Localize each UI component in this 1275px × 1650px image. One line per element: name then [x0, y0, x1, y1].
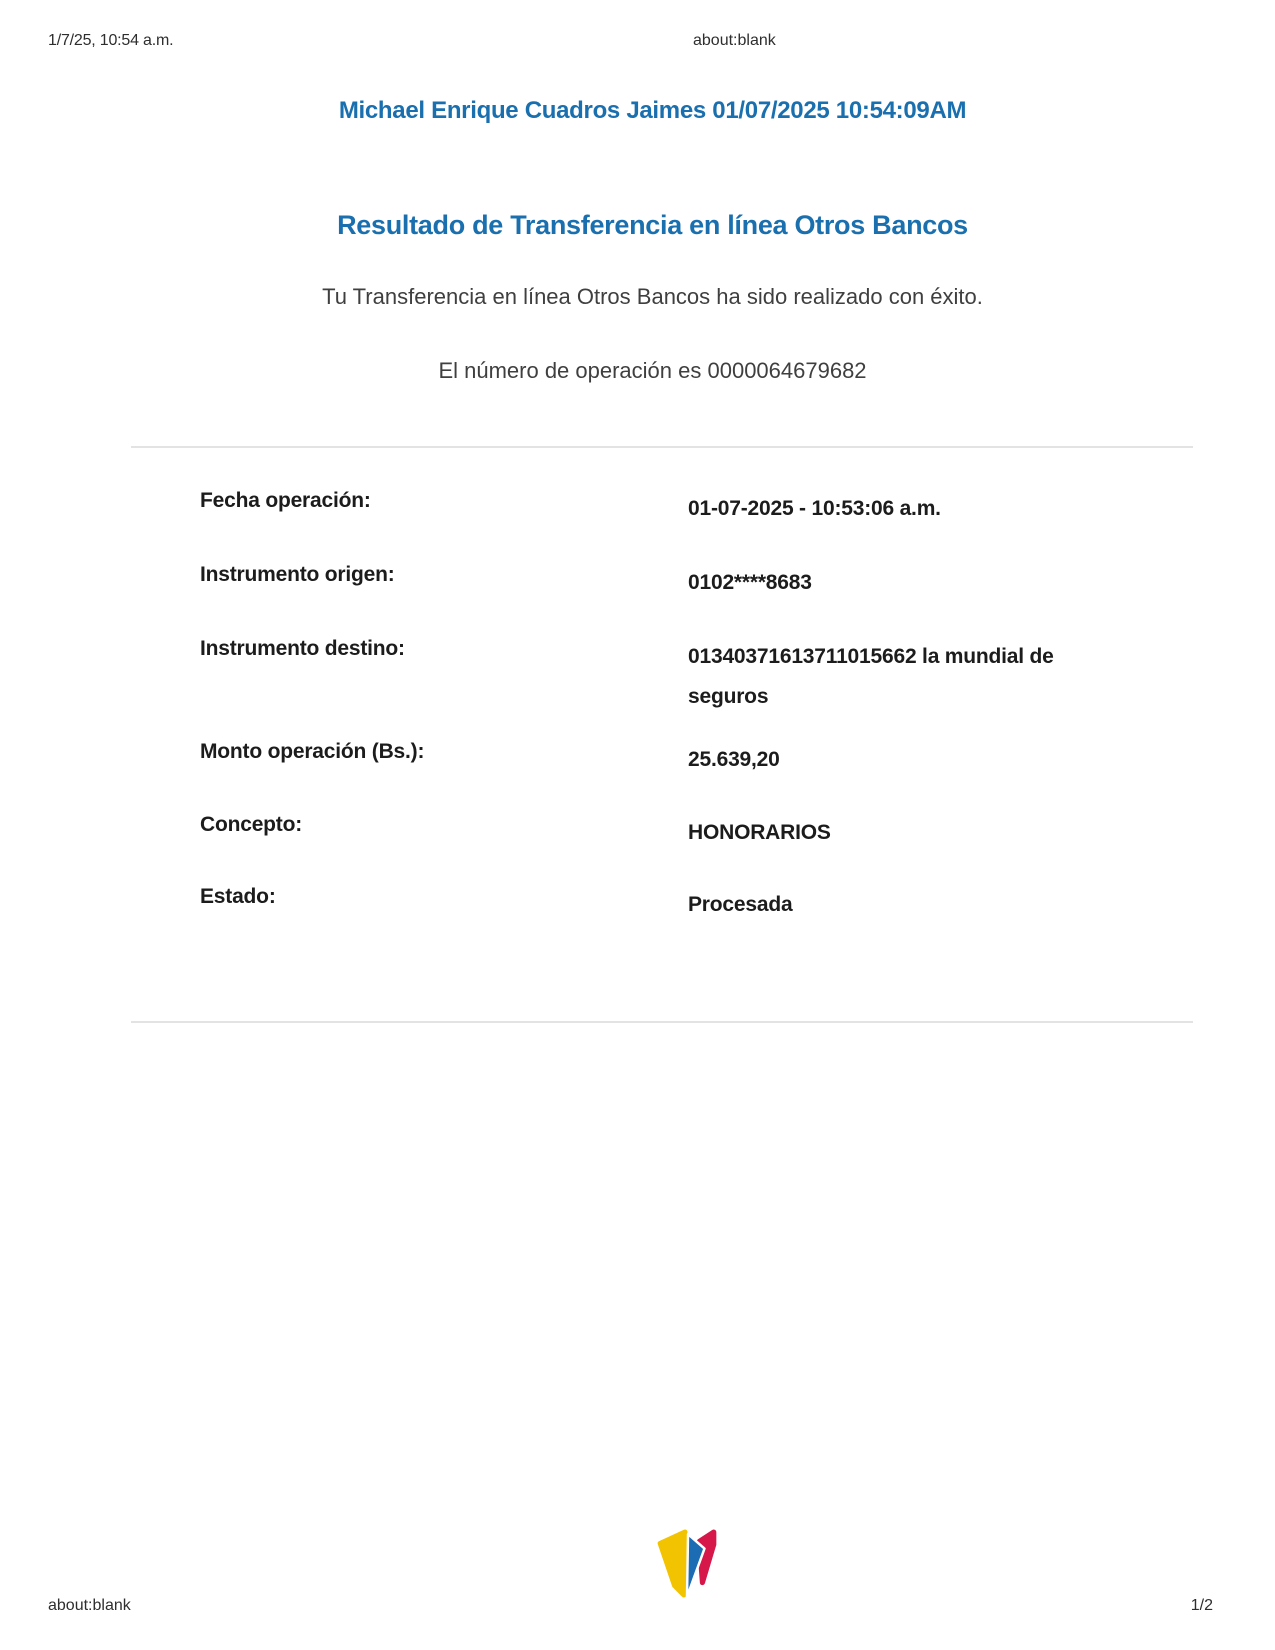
page-title: Resultado de Transferencia en línea Otros Bancos — [337, 210, 968, 240]
row-label: Instrumento origen: — [200, 563, 395, 586]
operation-number-line: El número de operación es 0000064679682 — [438, 358, 867, 383]
row-value: 01340371613711015662 la mundial de seguros — [688, 645, 1054, 708]
row-value: 25.639,20 — [688, 748, 780, 771]
row-value: 0102****8683 — [688, 571, 812, 594]
table-row-instrumento-origen — [200, 563, 1190, 603]
print-footer-page-number: 1/2 — [1190, 1597, 1213, 1614]
success-message: Tu Transferencia en línea Otros Bancos ha sido realizado con éxito. — [322, 284, 983, 309]
table-row-estado — [200, 885, 1190, 925]
divider-top — [131, 446, 1193, 448]
row-label: Monto operación (Bs.): — [200, 740, 425, 763]
row-label: Instrumento destino: — [200, 637, 405, 660]
banco-de-venezuela-logo-icon — [657, 1529, 717, 1599]
row-value: HONORARIOS — [688, 821, 831, 844]
table-row-instrumento-destino — [200, 637, 1190, 717]
user-timestamp-heading: Michael Enrique Cuadros Jaimes 01/07/2025 10:54:09AM — [338, 97, 967, 124]
row-label: Estado: — [200, 885, 276, 908]
table-row-fecha-operacion — [200, 489, 1190, 529]
divider-bottom — [131, 1021, 1193, 1023]
row-label: Concepto: — [200, 813, 303, 836]
print-footer-url: about:blank — [48, 1597, 131, 1614]
table-row-monto-operacion — [200, 740, 1190, 780]
row-value: Procesada — [688, 893, 793, 916]
row-value: 01-07-2025 - 10:53:06 a.m. — [688, 497, 941, 520]
row-label: Fecha operación: — [200, 489, 371, 512]
table-row-concepto — [200, 813, 1190, 853]
print-header-page-title: about:blank — [693, 32, 776, 49]
print-header-datetime: 1/7/25, 10:54 a.m. — [48, 32, 174, 49]
